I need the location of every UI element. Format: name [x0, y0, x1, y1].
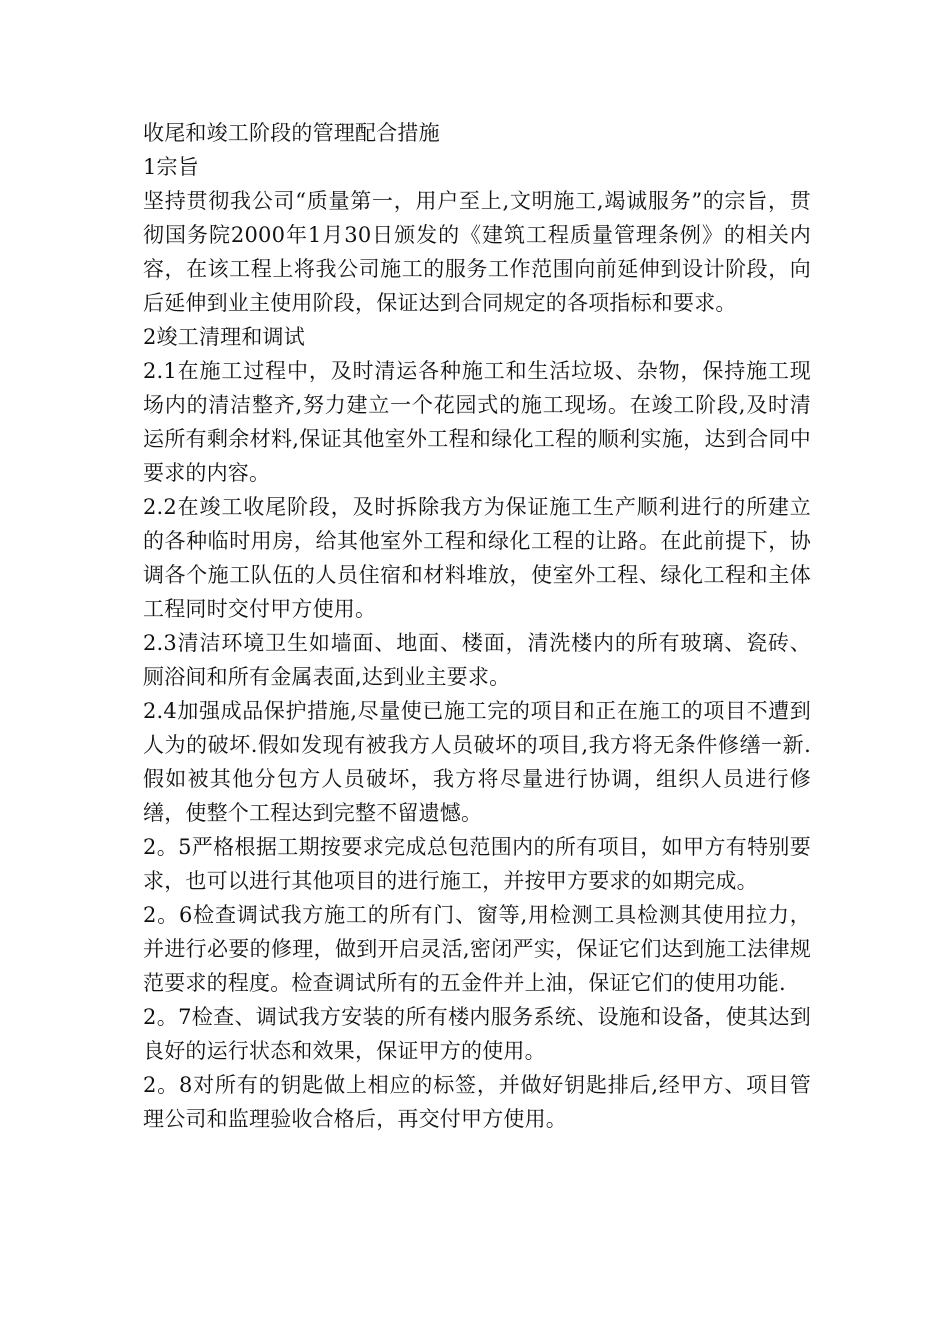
- paragraph-2-6: 2。6检查调试我方施工的所有门、窗等,用检测工具检测其使用拉力，并进行必要的修理，做到开启灵活,密闭严实，保证它们达到施工法律规范要求的程度。检查调试所有的五金件并上油，保证它们的使用功能.: [143, 903, 811, 995]
- paragraph-2-7: 2。7检查、调试我方安装的所有楼内服务系统、设施和设备，使其达到良好的运行状态和效果，保证甲方的使用。: [143, 1005, 811, 1063]
- section-heading-cleanup-testing: 2竣工清理和调试: [143, 325, 305, 349]
- paragraph-2-8: 2。8对所有的钥匙做上相应的标签，并做好钥匙排后,经甲方、项目管理公司和监理验收合格后，再交付甲方使用。: [143, 1073, 811, 1131]
- paragraph-2-2: 2.2在竣工收尾阶段，及时拆除我方为保证施工生产顺利进行的所建立的各种临时用房，给其他室外工程和绿化工程的让路。在此前提下，协调各个施工队伍的人员住宿和材料堆放，使室外工程、绿化工程和主体工程同时交付甲方使用。: [143, 495, 811, 621]
- paragraph-2-5: 2。5严格根据工期按要求完成总包范围内的所有项目，如甲方有特别要求，也可以进行其他项目的进行施工，并按甲方要求的如期完成。: [143, 835, 811, 893]
- document-page: [143, 116, 811, 1136]
- paragraph-2-1: 2.1在施工过程中，及时清运各种施工和生活垃圾、杂物，保持施工现场内的清洁整齐,努力建立一个花园式的施工现场。在竣工阶段,及时清运所有剩余材料,保证其他室外工程和绿化工程的顺利实施，达到合同中要求的内容。: [143, 359, 811, 485]
- paragraph-purpose: 坚持贯彻我公司“质量第一，用户至上,文明施工,竭诚服务”的宗旨，贯彻国务院2000年1月30日颁发的《建筑工程质量管理条例》的相关内容，在该工程上将我公司施工的服务工作范围向前延伸到设计阶段，向后延伸到业主使用阶段，保证达到合同规定的各项指标和要求。: [143, 189, 811, 315]
- section-heading-purpose: 1宗旨: [143, 155, 199, 179]
- paragraph-2-3: 2.3清洁环境卫生如墙面、地面、楼面，清洗楼内的所有玻璃、瓷砖、厕浴间和所有金属表面,达到业主要求。: [143, 631, 811, 689]
- document-title: 收尾和竣工阶段的管理配合措施: [143, 121, 440, 145]
- paragraph-2-4: 2.4加强成品保护措施,尽量使已施工完的项目和正在施工的项目不遭到人为的破坏.假如发现有被我方人员破坏的项目,我方将无条件修缮一新.假如被其他分包方人员破坏，我方将尽量进行协调，组织人员进行修缮，使整个工程达到完整不留遗憾。: [143, 699, 811, 825]
